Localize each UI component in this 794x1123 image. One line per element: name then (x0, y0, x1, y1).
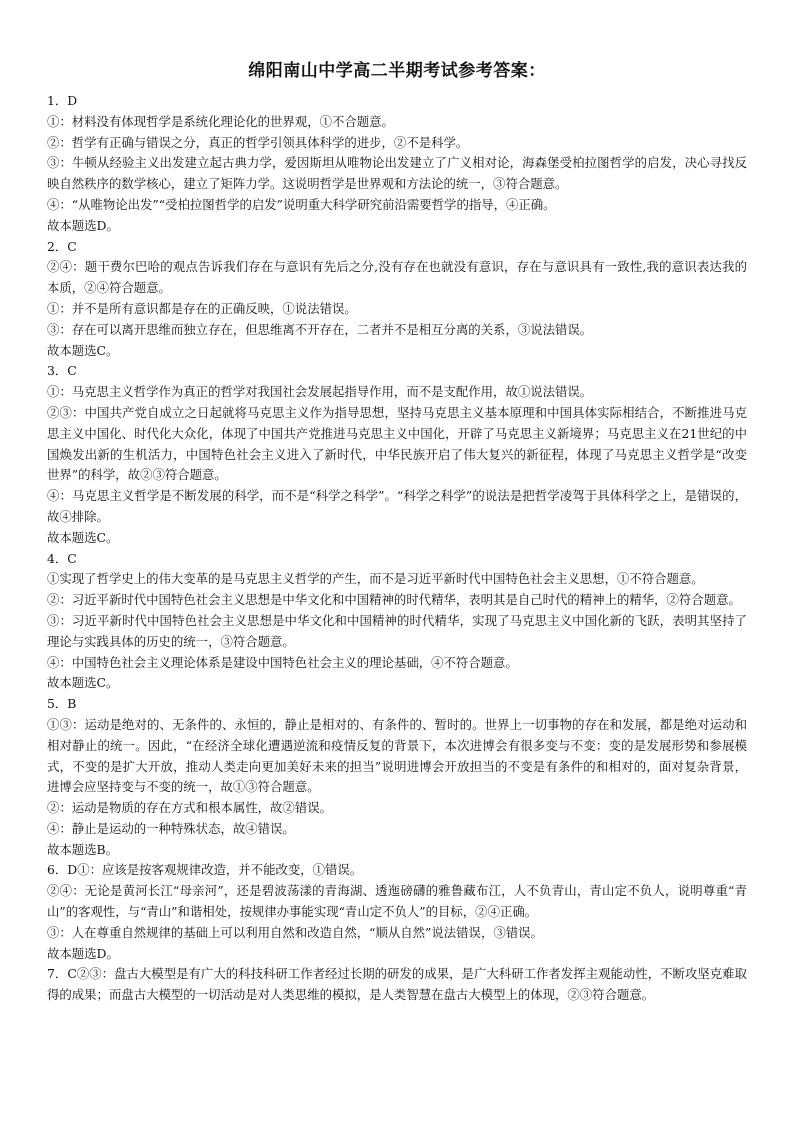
text-line: 故本题选C。 (47, 529, 119, 545)
text-line: 7．C②③：盘古大模型是有广大的科技科研工作者经过长期的研发的成果，是广大科研工作者发挥主观能动性，不断攻坚克难取得的成果；而盘古大模型的一切活动是对人类思维的模拟，是人类智慧在盘古大模型上的体现，②③符合题意。 (47, 966, 747, 1003)
text-line: ③：存在可以离开思维而独立存在，但思维离不开存在，二者并不是相互分离的关系，③说法错误。 (47, 321, 593, 337)
text-line: 1．D (47, 93, 78, 108)
text-line: ②③：中国共产党自成立之日起就将马克思主义作为指导思想，坚持马克思主义基本原理和中国具体实际相结合，不断推进马克思主义中国化、时代化大众化，体现了中国共产党推进马克思主义中国化，开辟了马克思主义新境界；马克思主义在21世纪的中国焕发出新的生机活力，中国特色社会主义进入了新时代，中华民族开启了伟大复兴的新征程，体现了马克思主义哲学是“改变世界”的科学，故②③符合题意。 (47, 404, 747, 483)
text-line: ②：哲学有正确与错误之分，真正的哲学引领具体科学的进步，②不是科学。 (47, 134, 469, 150)
text-line: ①：材料没有体现哲学是系统化理论化的世界观，①不合题意。 (47, 113, 394, 129)
text-line: ③：人在尊重自然规律的基础上可以利用自然和改造自然，“顺从自然”说法错误，③错误。 (47, 924, 543, 940)
text-line: ①实现了哲学史上的伟大变革的是马克思主义哲学的产生，而不是习近平新时代中国特色社会主义思想，①不符合题意。 (47, 571, 704, 587)
text-line: ③：习近平新时代中国特色社会主义思想是中华文化和中国精神的时代精华，实现了马克思主义中国化新的飞跃，表明其坚持了理论与实践具体的历史的统一，③符合题意。 (47, 612, 747, 649)
text-line: 4．C (47, 550, 77, 566)
text-line: ②④：题干费尔巴哈的观点告诉我们存在与意识有先后之分,没有存在也就没有意识，存在与意识具有一致性,我的意识表达我的本质，②④符合题意。 (47, 259, 747, 296)
text-line: 故本题选C。 (47, 342, 119, 358)
text-line: ②：运动是物质的存在方式和根本属性，故②错误。 (47, 800, 332, 816)
text-line: 5．B (47, 696, 77, 712)
text-line: ①：马克思主义哲学作为真正的哲学对我国社会发展起指导作用，而不是支配作用，故①说法错误。 (47, 384, 593, 400)
text-line: ④：“从唯物论出发”“受柏拉图哲学的启发”说明重大科学研究前沿需要哲学的指导，④正确。 (47, 196, 556, 212)
text-line: ④：中国特色社会主义理论体系是建设中国特色社会主义的理论基础，④不符合题意。 (47, 654, 518, 670)
text-line: ④：马克思主义哲学是不断发展的科学，而不是“科学之科学”。“科学之科学”的说法是把哲学凌驾于具体科学之上，是错误的，故④排除。 (47, 488, 747, 524)
text-line: ④：静止是运动的一种特殊状态，故④错误。 (47, 820, 295, 836)
text-line: ①：并不是所有意识都是存在的正确反映，①说法错误。 (47, 300, 357, 316)
text-line: ①③：运动是绝对的、无条件的、永恒的，静止是相对的、有条件的、暂时的。世界上一切事物的存在和发展，都是绝对运动和相对静止的统一。因此，“在经济全球化遭遇逆流和疫情反复的背景下，本次进博会有很多变与不变：变的是发展形势和参展模式，不变的是扩大开放，推动人类走向更加美好未来的担当”说明进博会开放担当的不变是有条件的和相对的，面对复杂背景，进博会应坚持变与不变的统一，故①③符合题意。 (47, 716, 747, 795)
text-line: 2．C (47, 238, 77, 254)
text-line: 3．C (47, 363, 77, 379)
answer-content (47, 91, 747, 1006)
text-line: ②④：无论是黄河长江“母亲河”，还是碧波荡漾的青海湖、透迤磅礴的雅鲁藏布江，人不负青山，青山定不负人，说明尊重“青山”的客观性，与“青山”和谐相处，按规律办事能实现“青山定不负人”的目标，②④正确。 (47, 883, 747, 920)
text-line: 6．D①：应该是按客观规律改造，并不能改变，①错误。 (47, 862, 363, 878)
text-line: ②：习近平新时代中国特色社会主义思想是中华文化和中国精神的时代精华，表明其是自己时代的精神上的精华，②符合题意。 (47, 592, 741, 608)
text-line: ③：牛顿从经验主义出发建立起古典力学，爱因斯坦从唯物论出发建立了广义相对论，海森堡受柏拉图哲学的启发，决心寻找反映自然秩序的数学核心，建立了矩阵力学。这说明哲学是世界观和方法论的统一，③符合题意。 (47, 155, 747, 192)
text-line: 故本题选D。 (47, 217, 119, 233)
text-line: 故本题选D。 (47, 945, 119, 961)
page-title: 绵阳南山中学高二半期考试参考答案： (248, 61, 546, 81)
text-line: 故本题选C。 (47, 675, 119, 691)
text-line: 故本题选B。 (47, 841, 119, 857)
